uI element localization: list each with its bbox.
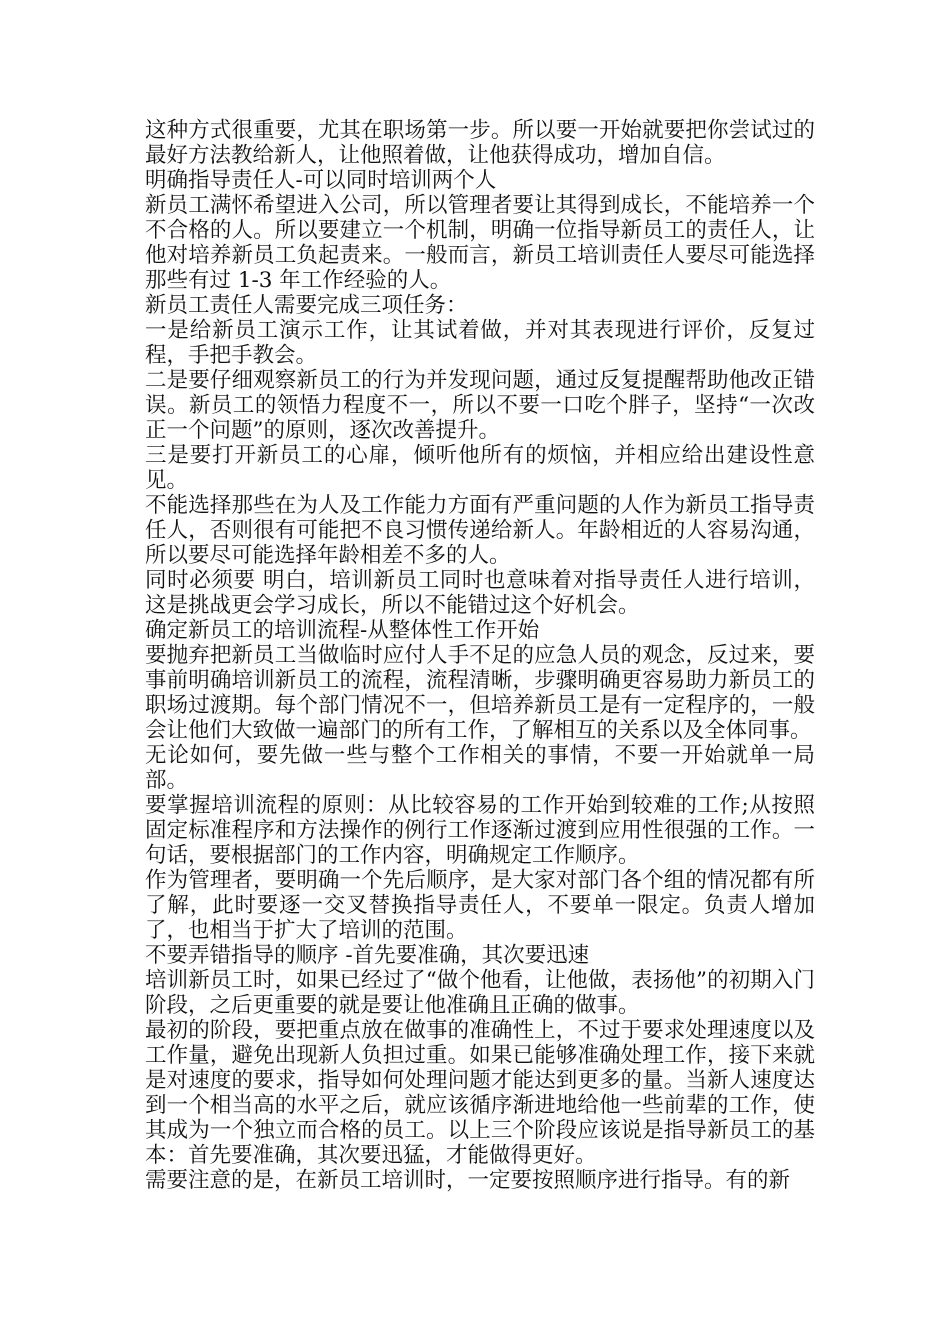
paragraph: 不能选择那些在为人及工作能力方面有严重问题的人作为新员工指导责任人，否则很有可能把不良习惯传递给新人。年龄相近的人容易沟通，所以要尽可能选择年龄相差不多的人。: [145, 493, 815, 568]
paragraph: 需要注意的是，在新员工培训时，一定要按照顺序进行指导。有的新: [145, 1168, 791, 1193]
section-heading: 明确指导责任人-可以同时培训两个人: [145, 168, 497, 193]
document-body: [145, 118, 815, 1193]
paragraph: 同时必须要 明白，培训新员工同时也意味着对指导责任人进行培训，这是挑战更会学习成长，所以不能错过这个好机会。: [145, 568, 815, 618]
paragraph: 一是给新员工演示工作，让其试着做，并对其表现进行评价，反复过程，手把手教会。: [145, 318, 815, 368]
paragraph: 要掌握培训流程的原则：从比较容易的工作开始到较难的工作;从按照固定标准程序和方法操作的例行工作逐渐过渡到应用性很强的工作。一句话，要根据部门的工作内容，明确规定工作顺序。: [145, 793, 815, 868]
paragraph: 三是要打开新员工的心扉，倾听他所有的烦恼，并相应给出建设性意见。: [145, 443, 815, 493]
paragraph: 要抛弃把新员工当做临时应付人手不足的应急人员的观念，反过来，要事前明确培训新员工的流程，流程清晰，步骤明确更容易助力新员工的职场过渡期。每个部门情况不一，但培养新员工是有一定程序的，一般会让他们大致做一遍部门的所有工作，了解相互的关系以及全体同事。: [145, 643, 815, 743]
section-heading: 确定新员工的培训流程-从整体性工作开始: [145, 618, 540, 643]
section-heading: 不要弄错指导的顺序 -首先要准确，其次要迅速: [145, 943, 590, 968]
paragraph: 作为管理者，要明确一个先后顺序，是大家对部门各个组的情况都有所了解，此时要逐一交叉替换指导责任人，不要单一限定。负责人增加了，也相当于扩大了培训的范围。: [145, 868, 815, 943]
paragraph: 二是要仔细观察新员工的行为并发现问题，通过反复提醒帮助他改正错误。新员工的领悟力程度不一，所以不要一口吃个胖子，坚持“一次改正一个问题”的原则，逐次改善提升。: [145, 368, 815, 443]
paragraph: 这种方式很重要，尤其在职场第一步。所以要一开始就要把你尝试过的最好方法教给新人，让他照着做，让他获得成功，增加自信。: [145, 118, 815, 168]
paragraph: 最初的阶段，要把重点放在做事的准确性上，不过于要求处理速度以及工作量，避免出现新人负担过重。如果已能够准确处理工作，接下来就是对速度的要求，指导如何处理问题才能达到更多的量。当新人速度达到一个相当高的水平之后，就应该循序渐进地给他一些前辈的工作，使其成为一个独立而合格的员工。以上三个阶段应该说是指导新员工的基本：首先要准确，其次要迅猛，才能做得更好。: [145, 1018, 815, 1168]
paragraph: 新员工责任人需要完成三项任务：: [145, 293, 468, 318]
paragraph: 新员工满怀希望进入公司，所以管理者要让其得到成长，不能培养一个不合格的人。所以要建立一个机制，明确一位指导新员工的责任人，让他对培养新员工负起责来。一般而言，新员工培训责任人要尽可能选择那些有过 1-3 年工作经验的人。: [145, 193, 815, 293]
paragraph: 培训新员工时，如果已经过了“做个他看，让他做，表扬他”的初期入门阶段，之后更重要的就是要让他准确且正确的做事。: [145, 968, 815, 1018]
paragraph: 无论如何，要先做一些与整个工作相关的事情，不要一开始就单一局部。: [145, 743, 815, 793]
